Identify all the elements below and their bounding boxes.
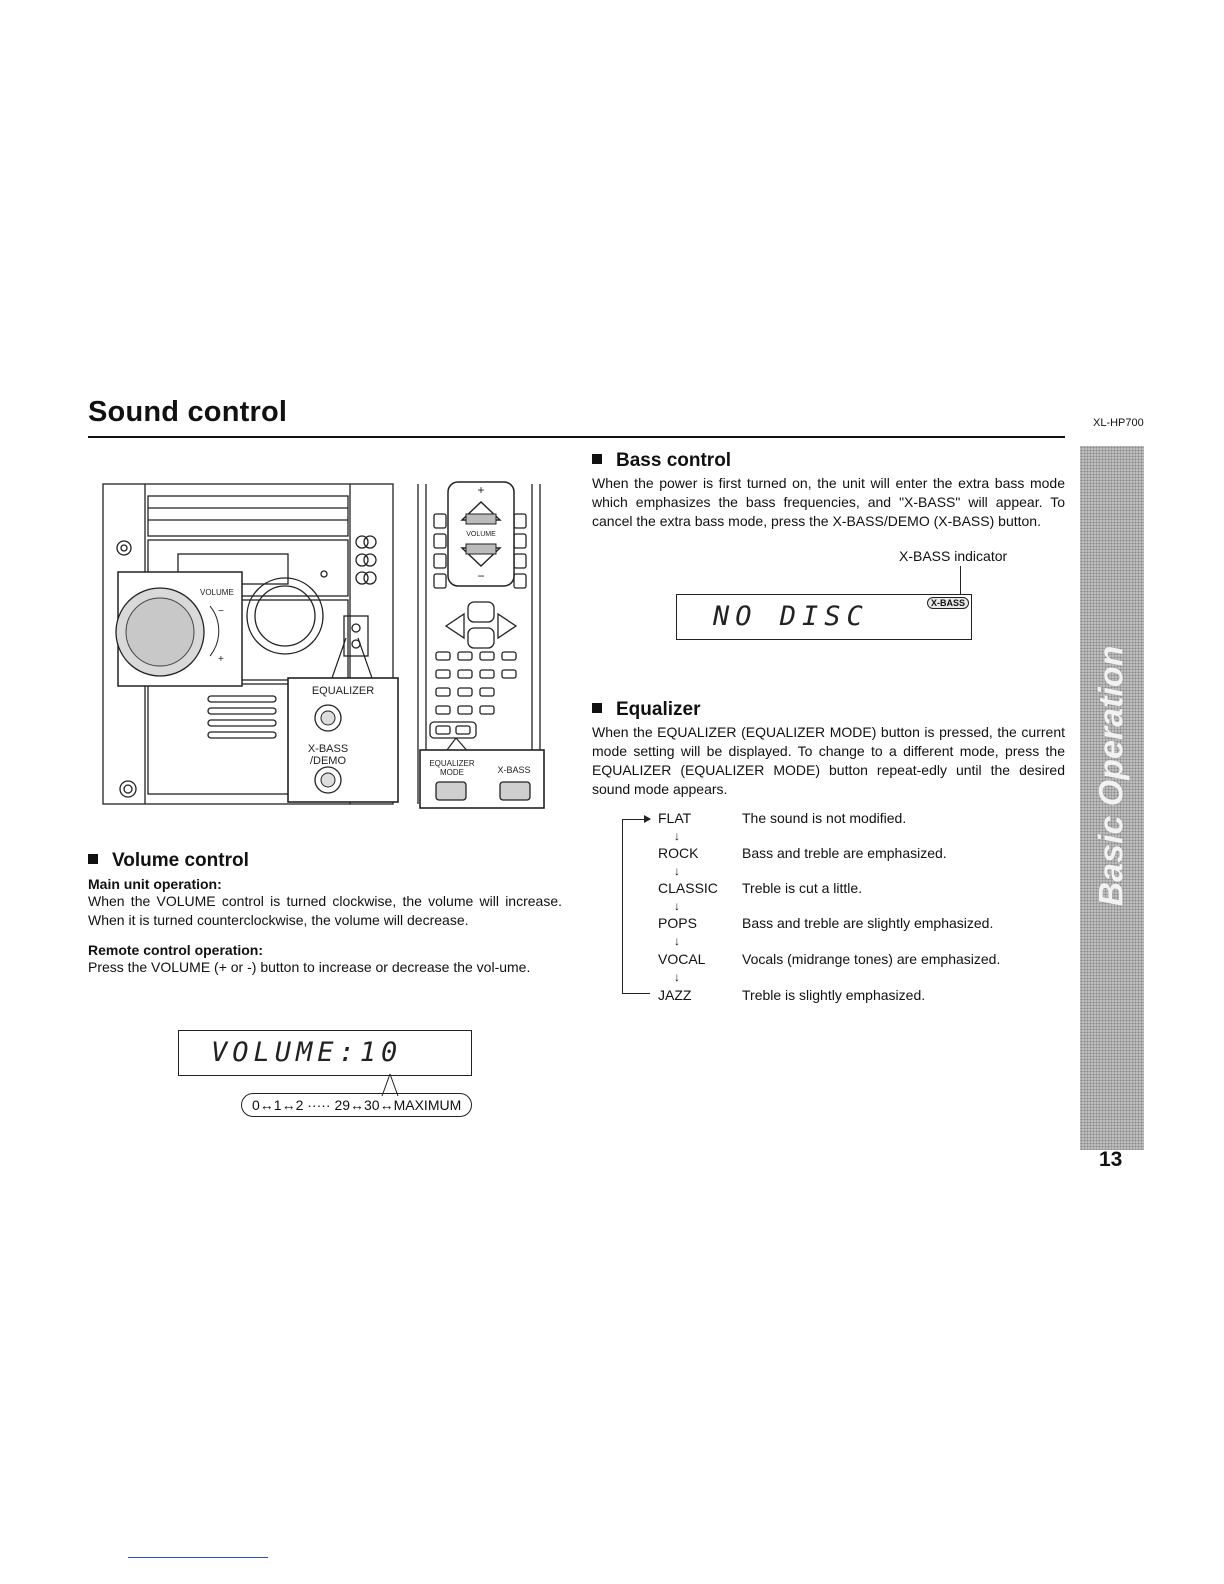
main-unit-text: When the VOLUME control is turned clockwise, the volume will increase. When it is turned counterclockwise, the volume will decrease. [88, 893, 562, 928]
bass-control-text: When the power is first turned on, the unit will enter the extra bass mode which emphasizes the bass frequencies, and "X-BASS" will appear. To cancel the extra bass mode, press the X-BASS/DEMO (X-BASS) button. [592, 475, 1065, 529]
equalizer-mode-list: FLAT The sound is not modified. ↓ ROCK Bass and treble are emphasized. ↓ CLASSIC Treble is cut a little. ↓ POPS Bass and treble are slightly emphasized. ↓ VOCAL Vocals (midrange tones) are emphasized. ↓ JAZZ Treble is slightly emphasized. [594, 808, 1064, 1008]
loop-line [622, 819, 623, 993]
remote-plus: + [477, 483, 485, 497]
volume-scale: 0↔1↔2 ····· 29↔30↔MAXIMUM [241, 1093, 472, 1117]
remote-volume-label: VOLUME [466, 531, 496, 538]
unit-illustration [100, 456, 550, 826]
loop-bottom-arm [622, 993, 650, 994]
remote-xbass-label: X-BASS [497, 765, 531, 775]
bass-control-section [592, 450, 1065, 531]
model-number: XL-HP700 [1093, 417, 1144, 429]
plus-mark: + [218, 654, 224, 665]
volume-control-heading: Volume control [88, 850, 562, 872]
remote-heading: Remote control operation: [88, 942, 264, 958]
equalizer-heading: Equalizer [592, 699, 1065, 721]
title-rule [88, 436, 1065, 438]
remote-eq-mode-label-1: EQUALIZER [429, 759, 475, 768]
xbass-label-1: X-BASS [307, 743, 349, 755]
no-disc-display [676, 594, 972, 640]
volume-knob-label: VOLUME [200, 588, 234, 597]
volume-control-section [88, 850, 562, 977]
equalizer-label: EQUALIZER [311, 685, 375, 697]
down-arrow-icon: ↓ [674, 934, 680, 948]
xbass-indicator-caption: X-BASS indicator [899, 548, 1008, 564]
section-side-tab [1080, 446, 1144, 1150]
xbass-indicator-leader [960, 566, 961, 596]
page-title: Sound control [88, 396, 288, 428]
no-disc-text: NO DISC [713, 601, 869, 632]
down-arrow-icon: ↓ [674, 970, 680, 984]
loop-arrowhead [644, 815, 651, 823]
page-number: 13 [1099, 1148, 1123, 1171]
xbass-indicator-badge: X-BASS [927, 597, 969, 609]
main-unit-heading: Main unit operation: [88, 876, 222, 892]
stereo-diagram [100, 456, 550, 826]
down-arrow-icon: ↓ [674, 864, 680, 878]
side-tab-label: Basic Operation [1092, 645, 1131, 907]
xbass-label-2: /DEMO [309, 755, 347, 767]
footer-link-underline [128, 1557, 268, 1558]
remote-eq-mode-button [436, 782, 466, 800]
remote-xbass-button [500, 782, 530, 800]
down-arrow-icon: ↓ [674, 899, 680, 913]
down-arrow-icon: ↓ [674, 829, 680, 843]
bass-control-heading: Bass control [592, 450, 1065, 472]
minus-mark: − [218, 606, 224, 617]
remote-text: Press the VOLUME (+ or -) button to increase or decrease the vol-ume. [88, 959, 531, 975]
equalizer-section [592, 699, 1065, 799]
volume-display-text: VOLUME:10 [211, 1037, 403, 1068]
remote-minus: − [477, 569, 485, 583]
remote-eq-mode-label-2: MODE [440, 768, 464, 777]
equalizer-text: When the EQUALIZER (EQUALIZER MODE) button is pressed, the current mode setting will be displayed. To change to a different mode, press the EQUALIZER (EQUALIZER MODE) button repeat-edly until the desired sound mode appears. [592, 724, 1065, 797]
volume-display [178, 1030, 472, 1076]
